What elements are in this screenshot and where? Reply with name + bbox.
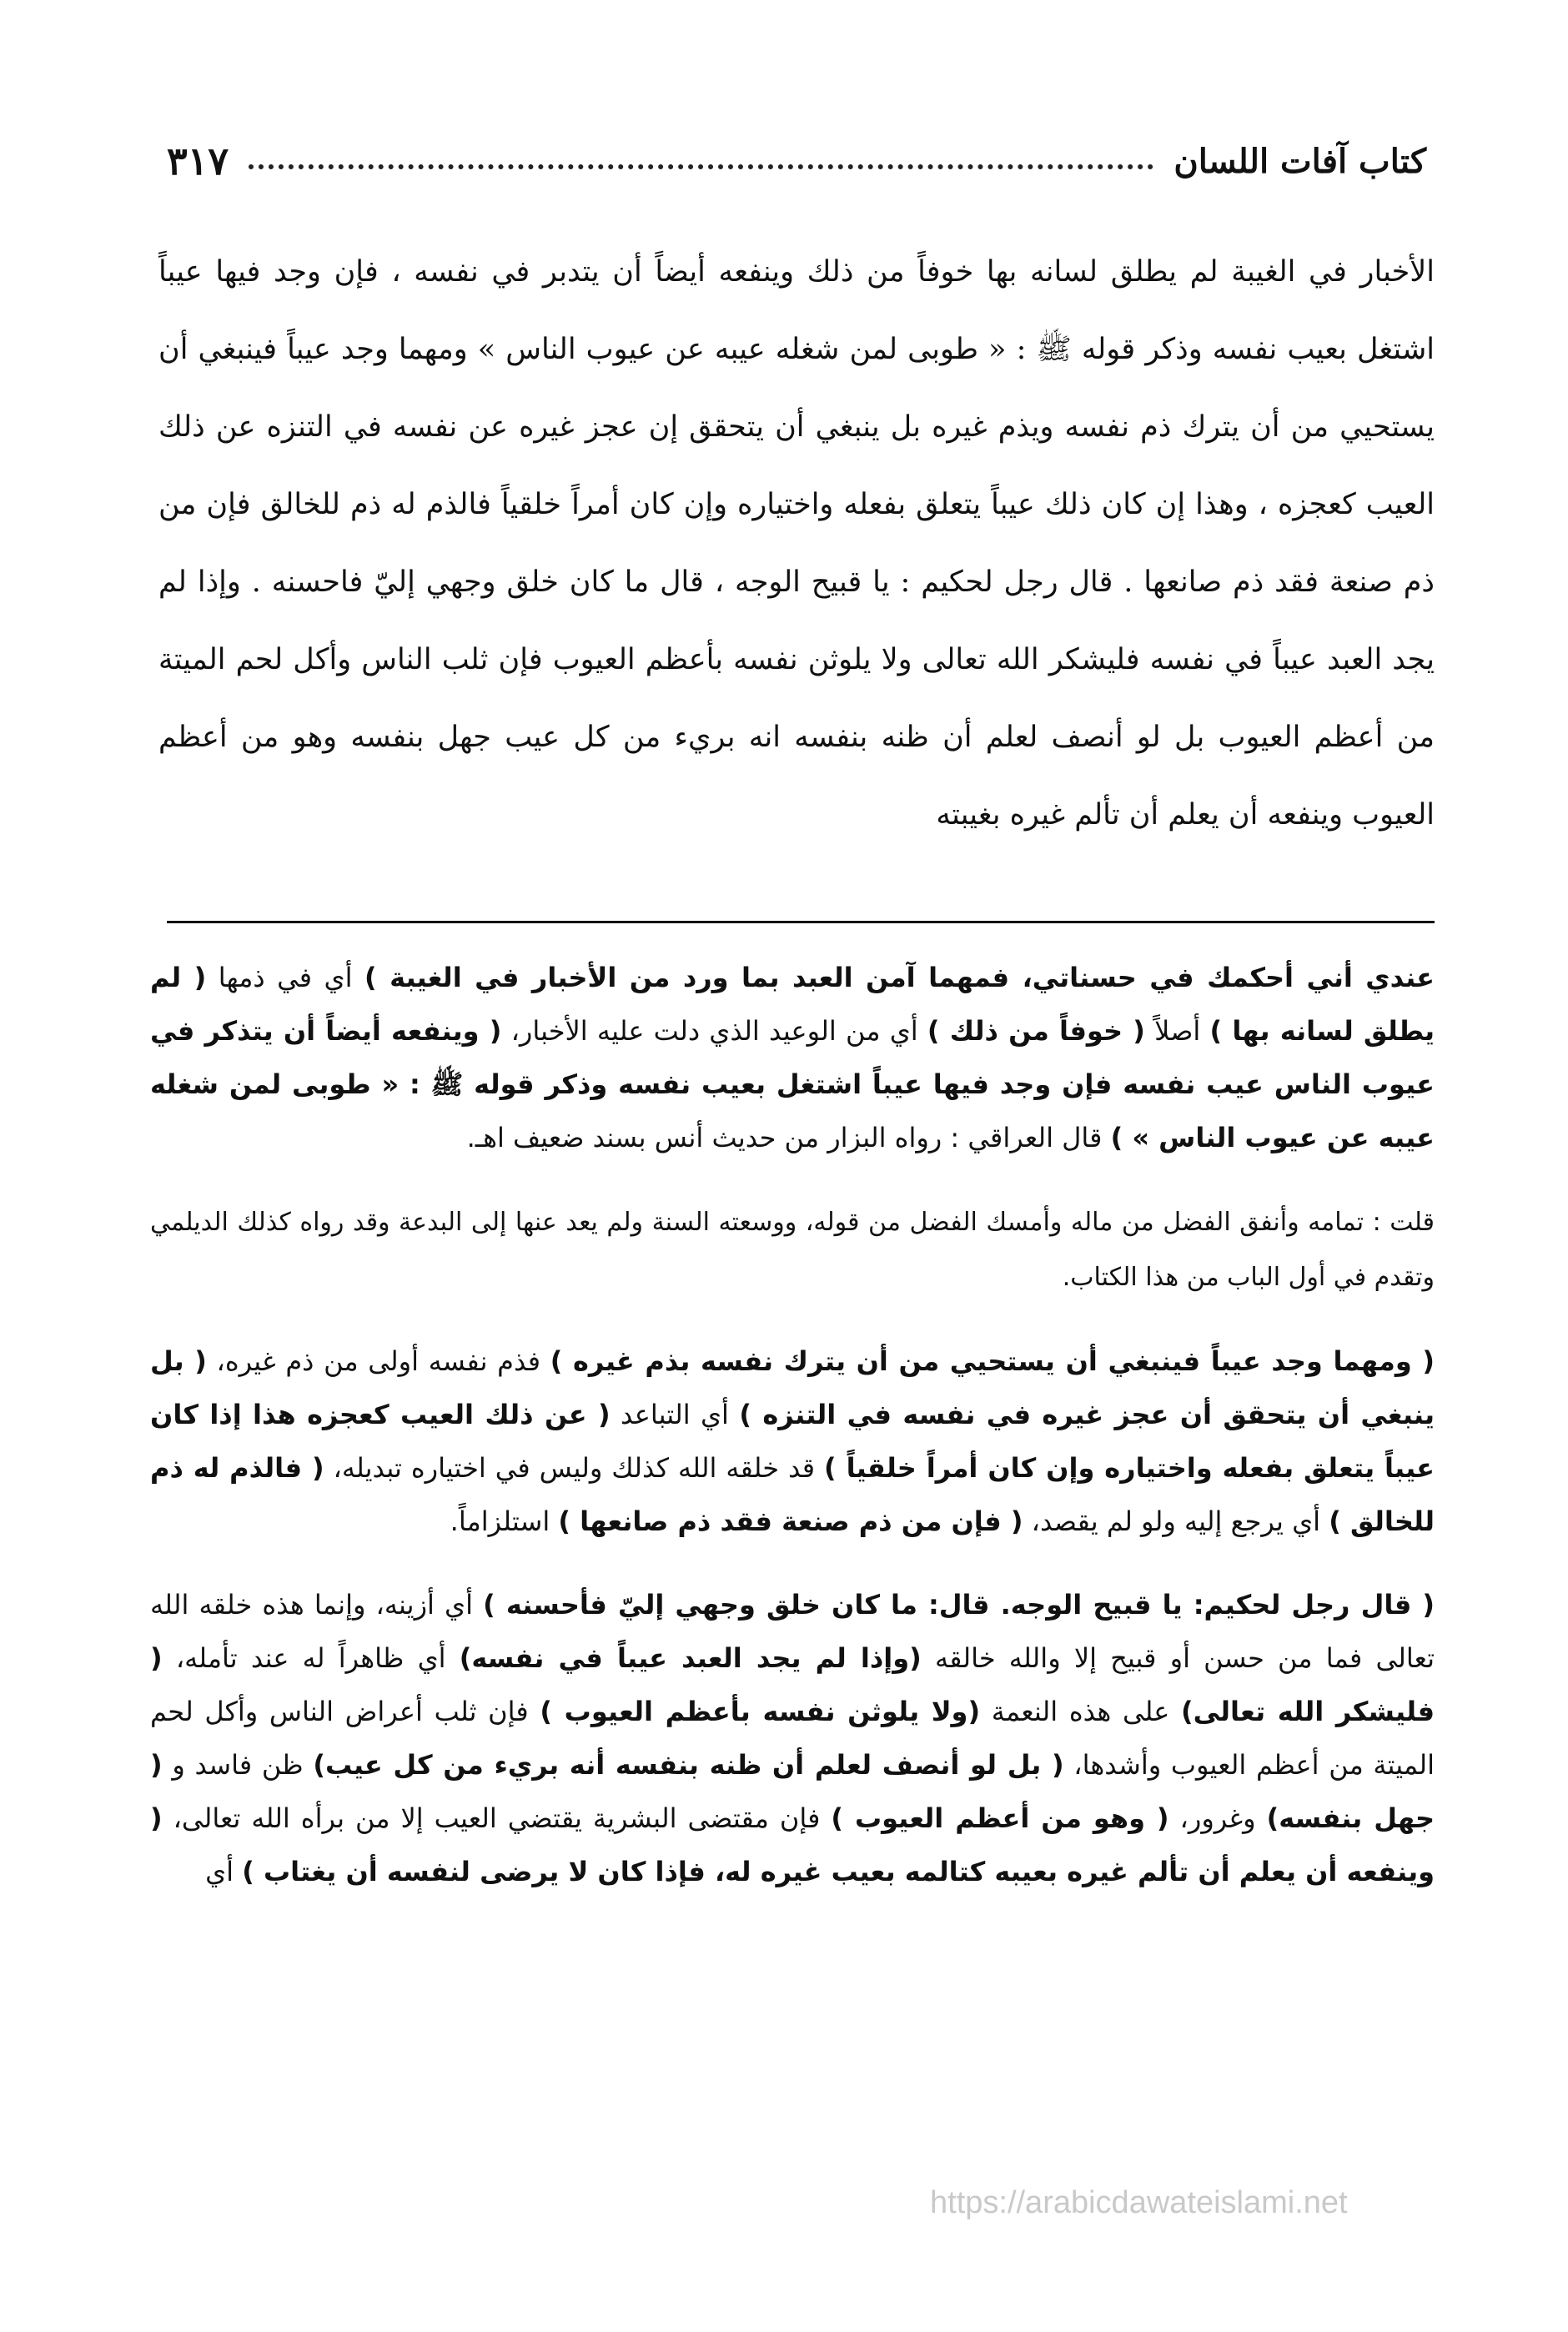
quoted-text: ( فإن من ذم صنعة فقد ذم صانعها )	[558, 1505, 1023, 1537]
quoted-text: ( ومهما وجد عيباً فينبغي أن يستحيي من أن يترك نفسه بذم غيره )	[550, 1345, 1435, 1377]
explanation-text: على هذه النعمة	[980, 1696, 1181, 1727]
explanation-text: فإن ثلب أعراض الناس وأكل لحم الميتة من أعظم العيوب وأشدها،	[150, 1696, 1435, 1781]
quoted-text: ( لم يطلق لسانه بها )	[150, 962, 1435, 1047]
explanation-text: أي التباعد	[610, 1399, 740, 1430]
header-dot-leader	[249, 153, 1153, 169]
explanation-text: قد خلقه الله كذلك وليس في اختياره تبديله،	[324, 1452, 825, 1484]
website-watermark: https://arabicdawateislami.net	[930, 2185, 1348, 2220]
explanation-text: فإن مقتضى البشرية يقتضي العيب إلا من برأه الله تعالى،	[162, 1802, 832, 1834]
quoted-text: (وإذا لم يجد العبد عيباً في نفسه)	[459, 1642, 922, 1674]
quoted-text: ( فليشكر الله تعالى)	[150, 1642, 1435, 1727]
quoted-text: ( جهل بنفسه)	[150, 1749, 1435, 1834]
explanation-text: أي	[205, 1856, 243, 1887]
page-number: ٣١٧	[167, 138, 229, 183]
book-title: كتاب آفات اللسان	[1173, 141, 1426, 181]
explanation-text: فذم نفسه أولى من ذم غيره،	[206, 1345, 550, 1377]
commentary-paragraph-1	[150, 951, 1435, 1164]
explanation-text: أي أزينه، وإنما هذه خلقه الله تعالى فما من حسن أو قبيح إلا والله خالقه	[150, 1589, 1435, 1674]
quoted-text: عندي أني أحكمك في حسناتي، فمهما آمن العبد بما ورد من الأخبار في الغيبة )	[364, 962, 1435, 993]
quoted-text: ( بل ينبغي أن يتحقق أن عجز غيره في نفسه في التنزه )	[150, 1345, 1435, 1430]
commentary-paragraph-4	[150, 1578, 1435, 1898]
explanation-text: أصلاً	[1144, 1015, 1210, 1047]
commentary-paragraph-3	[150, 1334, 1435, 1548]
quoted-text: ( وهو من أعظم العيوب )	[831, 1802, 1169, 1834]
commentary-paragraph-2	[150, 1194, 1435, 1304]
note-text: قلت : تمامه وأنفق الفضل من ماله وأمسك الفضل من قوله، ووسعته السنة ولم يعد عنها إلى البدعة وقد رواه كذلك الديلمي وتقدم في أول الباب من هذا الكتاب.	[150, 1208, 1435, 1292]
explanation-text: قال العراقي : رواه البزار من حديث أنس بسند ضعيف اهـ.	[466, 1122, 1111, 1153]
explanation-text: أي ظاهراً له عند تأمله،	[162, 1642, 460, 1674]
quoted-text: ( خوفاً من ذلك )	[927, 1015, 1145, 1047]
quoted-text: ( عن ذلك العيب كعجزه هذا إذا كان عيباً يتعلق بفعله واختياره وإن كان أمراً خلقياً )	[150, 1399, 1435, 1484]
commentary-section	[150, 951, 1435, 1928]
explanation-text: استلزاماً.	[450, 1505, 559, 1537]
quoted-text: ( بل لو أنصف لعلم أن ظنه بنفسه أنه بريء من كل عيب)	[313, 1749, 1064, 1781]
quoted-text: ( وينفعه أيضاً أن يتذكر في عيوب الناس عيب نفسه فإن وجد فيها عيباً اشتغل بعيب نفسه وذكر قوله ﷺ : « طوبى لمن شغله عيبه عن عيوب الناس » )	[150, 1015, 1435, 1153]
quoted-text: ( وينفعه أن يعلم أن تألم غيره بعيبه كتالمه بعيب غيره له، فإذا كان لا يرضى لنفسه أن يغتاب )	[150, 1802, 1435, 1887]
explanation-text: ظن فاسد و	[162, 1749, 314, 1781]
explanation-text: أي يرجع إليه ولو لم يقصد،	[1023, 1505, 1329, 1537]
explanation-text: أي في ذمها	[206, 962, 364, 993]
page-header	[167, 123, 1426, 199]
quoted-text: ( فالذم له ذم للخالق )	[150, 1452, 1435, 1537]
main-text-block: الأخبار في الغيبة لم يطلق لسانه بها خوفاً من ذلك وينفعه أيضاً أن يتدبر في نفسه ، فإن وجد فيها عيباً اشتغل بعيب نفسه وذكر قوله ﷺ : « طوبى لمن شغله عيبه عن عيوب الناس » ومهما وجد عيباً فينبغي أن يستحيي من أن يترك ذم نفسه ويذم غيره بل ينبغي أن يتحقق إن عجز غيره عن نفسه في التنزه عن ذلك العيب كعجزه ، وهذا إن كان ذلك عيباً يتعلق بفعله واختياره وإن كان أمراً خلقياً فالذم له ذم للخالق فإن من ذم صنعة فقد ذم صانعها . قال رجل لحكيم : يا قبيح الوجه ، قال ما كان خلق وجهي إليّ فاحسنه . وإذا لم يجد العبد عيباً في نفسه فليشكر الله تعالى ولا يلوثن نفسه بأعظم العيوب فإن ثلب الناس وأكل لحم الميتة من أعظم العيوب بل لو أنصف لعلم أن ظنه بنفسه انه بريء من كل عيب جهل بنفسه وهو من أعظم العيوب وينفعه أن يعلم أن تألم غيره بغيبته	[158, 255, 1435, 832]
quoted-text: ( قال رجل لحكيم: يا قبيح الوجه. قال: ما كان خلق وجهي إليّ فأحسنه )	[483, 1589, 1435, 1621]
explanation-text: أي من الوعيد الذي دلت عليه الأخبار،	[501, 1015, 927, 1047]
explanation-text: وغرور،	[1168, 1802, 1267, 1834]
quoted-text: (ولا يلوثن نفسه بأعظم العيوب )	[540, 1696, 981, 1727]
footnote-divider	[167, 921, 1435, 923]
